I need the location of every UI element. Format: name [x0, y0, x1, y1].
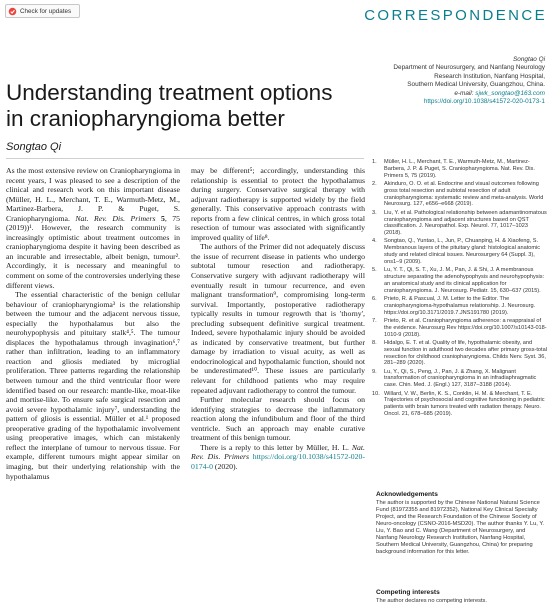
affiliation-line-2: Research Institution, Nanfang Hospital,: [434, 72, 545, 80]
reference-number: 4.: [372, 238, 377, 245]
reference-item: [372, 210, 547, 237]
reference-number: 5.: [372, 267, 377, 274]
reference-item: [372, 318, 547, 339]
body-paragraph: Further molecular research should focus on identifying strategies to decrease the inflammatory reaction along the infundibulum and floor of the third ventricle. Such an approach may enable curative treatment of this benign tumour.: [191, 395, 365, 443]
reference-item: [372, 238, 547, 265]
title-divider: [6, 158, 364, 159]
acknowledgements-text: The author is supported by the Chinese National Natural Science Fund (81972355 and 81972352), National Key Clinical Specialty Project, and the Research Foundation of the Chinese Society of Neuro-oncology (CSNO-2016-MSD20). The author thanks Y. Lu, Y. Liu, Y. Bao and C. Wang (Department of Neurosurgery, and Nanfang Neurology Research Institution, Nanfang Hospital, Southern Medical University, Guangzhou, China) for preparing background information for this letter.: [376, 500, 544, 555]
journal-name: Nat. Rev. Dis. Primers: [191, 442, 365, 462]
body-paragraph: The essential characteristic of the benign cellular behaviour of craniopharyngioma³ is the relationship between the tumour and the adjacent nervous tissue, especially the hypothalamus but also the neurohypophysis and pituitary stalk⁴,⁵. The tumour displaces the hypothalamus through invagination⁶,⁷ rather than infiltration, leading to an inflammatory reaction and gliosis mediated by microglial proliferation. Three patterns regarding the relationship between tumour and the third ventricular floor were identified based on our research: mantle-like, moat-like and mortise-like. To ensure safe surgical resection and avoid severe hypothalamic injury⁷, understanding the pattern of gliosis is essential. Müller et al.¹ proposed preoperative grading of the hypothalamic involvement using preoperative images, which can mistakenly reflect the interplane of tumour to nervous tissue. For example, different tumours might appear similar on imaging, but their underlying relationship with the hypothalamus: [6, 290, 180, 481]
reply-note: [191, 443, 365, 472]
paragraph-text: , 75 (2019))¹. However, the research community is increasingly optimistic about treatment outcomes in craniopharyngioma despite it having been described as an incurable and irresectable, albeit benign, tumour². Accordingly, it is necessary and meaningful to comment on some of the controversies underlying these different views.: [6, 213, 180, 290]
paragraph-text: There is a reply to this letter by Müller, H. L.: [200, 442, 352, 452]
reference-text: Prieto, R. & Pascual, J. M. Letter to the Editor. The craniopharyngioma-hypothalamus relationship. J. Neurosurg. https://doi.org/10.3171/2019.7.JNS191780 (2019).: [384, 295, 536, 316]
email-link[interactable]: sjwk_songtao@163.com: [475, 89, 545, 97]
reference-text: Lu, Y., Qi, S., Peng, J., Pan, J. & Zhang, X. Malignant transformation of craniopharyngioma in an infradiaphragmatic case. Chin. Med. J. (Engl.) 127, 3187–3188 (2014).: [384, 368, 537, 389]
acknowledgements-heading: Acknowledgements: [376, 491, 438, 498]
section-title: CORRESPONDENCE: [364, 7, 547, 24]
reference-item: [372, 267, 547, 294]
reference-text: Akinduro, O. O. et al. Endocrine and visual outcomes following gross total resection and subtotal resection of adult craniopharyngioma: systematic review and meta-analysis. World Neurosurg. 127, e656–e668 (2019).: [384, 180, 544, 208]
paragraph-text: (2020).: [212, 461, 238, 471]
reference-number: 8.: [372, 339, 377, 346]
reference-text: Liu, Y. et al. Pathological relationship between adamantinomatous craniopharyngioma and adjacent structures based on QST classification. J. Neuropathol. Exp. Neurol. 77, 1017–1023 (2018).: [384, 209, 547, 237]
affiliation-line-1: Department of Neurosurgery, and Nanfang Neurology: [393, 64, 545, 72]
article-author: Songtao Qi: [6, 141, 62, 153]
article-title: [6, 80, 336, 132]
refresh-icon: [8, 7, 17, 16]
reference-text: Hidalgo, E. T. et al. Quality of life, hypothalamic obesity, and sexual function in adulthood two decades after primary gross-total resection for childhood craniopharyngioma. Childs Nerv. Syst. 36, 281–289 (2020).: [384, 339, 547, 367]
reference-number: 7.: [372, 317, 377, 324]
reference-item: [372, 181, 547, 208]
reference-item: [372, 391, 547, 418]
reference-text: Lu, Y. T., Qi, S. T., Xu, J. M., Pan, J. & Shi, J. A membranous structure separating the adenohypophysis and neurohypophysis: an anatomical study and its clinical application for craniopharyngioma. J. Neurosurg. Pediatr. 15, 630–637 (2015).: [384, 267, 545, 294]
journal-volume: 5: [155, 213, 165, 223]
check-for-updates-button[interactable]: [5, 4, 80, 18]
reference-number: 3.: [372, 209, 377, 216]
reference-text: Willard, V. W., Berlin, K. S., Conklin, H. M. & Merchant, T. E. Trajectories of psychosocial and cognitive functioning in pediatric patients with brain tumors treated with radiation therapy. Neuro. Oncol. 21, 678–685 (2019).: [384, 390, 545, 418]
email-prefix: e-mail:: [454, 89, 476, 97]
title-line-1: Understanding treatment options: [6, 80, 333, 105]
reference-number: 2.: [372, 180, 377, 187]
reference-item: [372, 296, 547, 317]
title-line-2: in craniopharyngioma better: [6, 106, 285, 131]
author-affiliation: [355, 56, 545, 106]
reply-doi-link[interactable]: https://doi.org/10.1038/s41572-020-0174-0: [191, 452, 365, 471]
reference-number: 9.: [372, 368, 377, 375]
reference-text: Songtao, Q., Yuntao, L., Jun, P., Chuanping, H. & Xiaofeng, S. Membranous layers of the pituitary gland: histological anatomic study and related clinical issues. Neurosurgery 64 (Suppl. 3), ons1–9 (2009).: [384, 238, 541, 265]
body-column-1: [6, 166, 180, 481]
reference-list: [372, 159, 547, 419]
body-paragraph: may be different⁵; accordingly, understanding this relationship is essential to protect the hypothalamus during surgery. Conservative surgical therapy with adjuvant radiotherapy is supported widely by the field generally. This conservative approach contrasts with reports from a few clinical centres, in which gross total resection of tumour was associated with significantly improved quality of life⁸.: [191, 166, 365, 242]
reference-number: 6.: [372, 295, 377, 302]
article-doi-link[interactable]: https://doi.org/10.1038/s41572-020-0173-1: [423, 98, 545, 106]
reference-item: [372, 369, 547, 390]
reference-number: 1.: [372, 159, 377, 165]
affiliation-email-row: [355, 90, 545, 98]
competing-interests-text: The author declares no competing interests.: [376, 598, 487, 604]
reference-item: [372, 159, 547, 180]
competing-interests-heading: Competing interests: [376, 589, 440, 596]
body-column-2: [191, 166, 365, 472]
reference-text: Prieto, R. et al. Craniopharyngioma adherence: a reappraisal of the evidence. Neurosurg Rev https://doi.org/10.1007/s10143-018-1010-9 (2018).: [384, 317, 547, 338]
journal-name: Nat. Rev. Dis. Primers: [75, 213, 156, 223]
affiliation-line-3: Southern Medical University, Guangzhou, China.: [407, 81, 545, 89]
reference-text: Müller, H. L., Merchant, T. E., Warmuth-Metz, M., Martinez-Barbera, J. P. & Puget, S. Craniopharyngioma. Nat. Rev. Dis. Primers 5, 75 (2019).: [384, 159, 535, 179]
check-for-updates-label: Check for updates: [20, 7, 72, 15]
reference-item: [372, 340, 547, 367]
body-paragraph: [6, 166, 180, 290]
affiliation-author: Songtao Qi: [513, 56, 545, 63]
reference-number: 10.: [372, 390, 380, 397]
paragraph-text: As the most extensive review on Craniopharyngioma in recent years, I was pleased to see a description of the clinical and research work on this important disease (Müller, H. L., Merchant, T. E., Warmuth-Metz, M., Martinez-Barbera, J. P. & Puget, S. Craniopharyngioma.: [6, 166, 180, 223]
body-paragraph: The authors of the Primer did not adequately discuss the issue of recurrent disease in patients who undergo subtotal tumour resection and radiotherapy. Conservative surgery with adjuvant radiotherapy will eventually result in tumour recurrence, and even malignant transformation⁹, compromising long-term survival. Importantly, postoperative radiotherapy typically results in tumour regrowth that is 'thorny', precluding subsequent definitive surgical treatment. Indeed, severe hypothalamic injury should be avoided as indicated by conservative treatment, but further damage by irradiation to visual acuity, as well as endocrinological and hypothalamic function, should not be underestimated¹⁰. These issues are particularly relevant for childhood patients who may require repeated adjuvant radiotherapy to control the tumour.: [191, 242, 365, 395]
